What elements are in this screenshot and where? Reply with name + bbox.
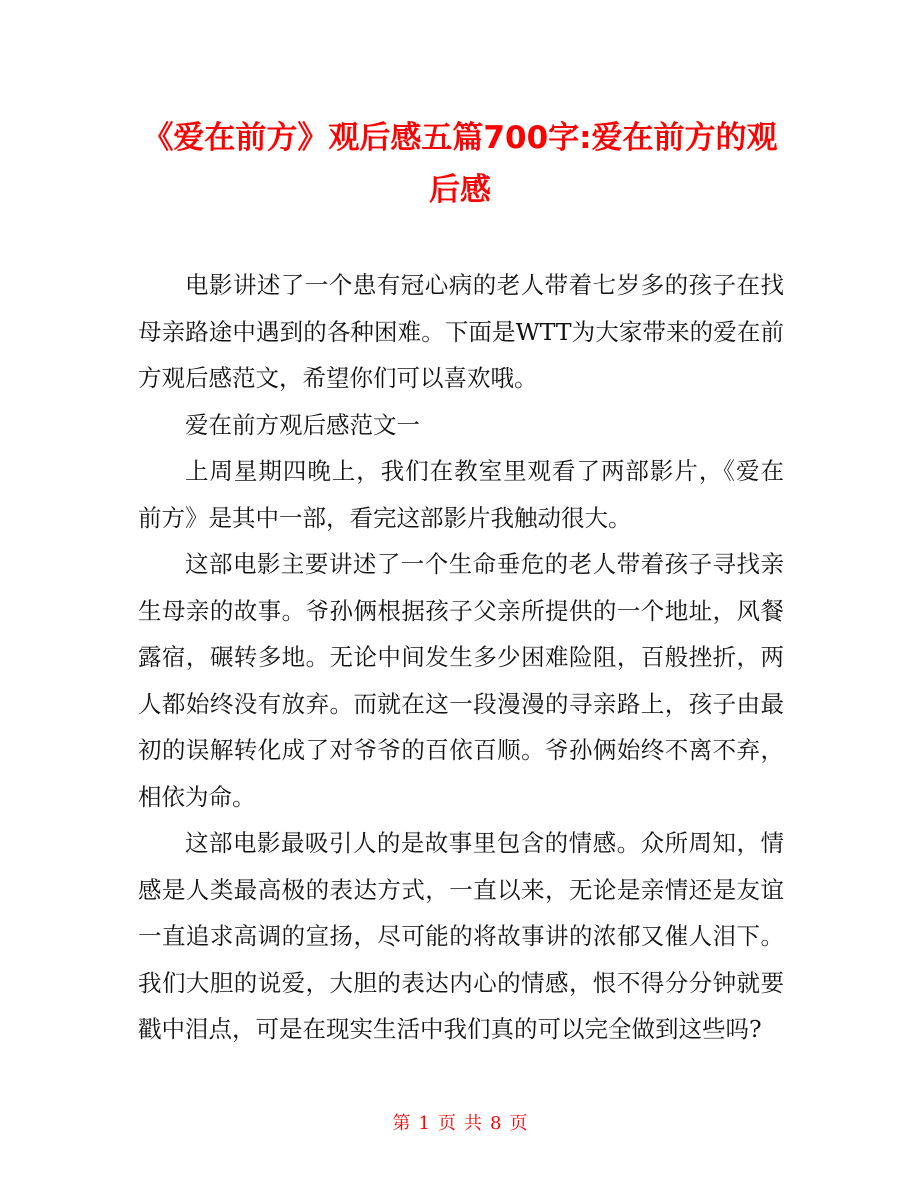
paragraph-2: 这部电影主要讲述了一个生命垂危的老人带着孩子寻找亲生母亲的故事。爷孙俩根据孩子父亲所提供的一个地址，风餐露宿，碾转多地。无论中间发生多少困难险阻，百般挫折，两人都始终没有放弃。而就在这一段漫漫的寻亲路上，孩子由最初的误解转化成了对爷爷的百依百顺。爷孙俩始终不离不弃，相依为命。 <box>138 550 784 811</box>
footer-prefix: 第 <box>392 1113 411 1134</box>
footer-page-label: 页 <box>438 1113 456 1134</box>
page-footer <box>0 1110 920 1138</box>
paragraph-intro: 电影讲述了一个患有冠心病的老人带着七岁多的孩子在找母亲路途中遇到的各种困难。下面是WTT为大家带来的爱在前方观后感范文，希望你们可以喜欢哦。 <box>138 271 784 392</box>
paragraph-section-heading: 爱在前方观后感范文一 <box>185 410 420 439</box>
footer-total-label: 共 <box>464 1113 482 1134</box>
paragraph-1: 上周星期四晚上，我们在教室里观看了两部影片，《爱在前方》是其中一部，看完这部影片我触动很大。 <box>138 457 784 532</box>
footer-total-pages: 8 <box>490 1113 502 1134</box>
footer-suffix: 页 <box>509 1113 528 1134</box>
paragraph-3: 这部电影最吸引人的是故事里包含的情感。众所周知，情感是人类最高极的表达方式，一直以来，无论是亲情还是友谊一直追求高调的宣扬，尽可能的将故事讲的浓郁又催人泪下。我们大胆的说爱，大胆的表达内心的情感，恨不得分分钟就要戳中泪点，可是在现实生活中我们真的可以完全做到这些吗? <box>138 829 784 1043</box>
footer-current-page: 1 <box>418 1113 430 1134</box>
document-body <box>138 262 784 1053</box>
page-title: 《爱在前方》观后感五篇700字:爱在前方的观后感 <box>142 120 778 208</box>
